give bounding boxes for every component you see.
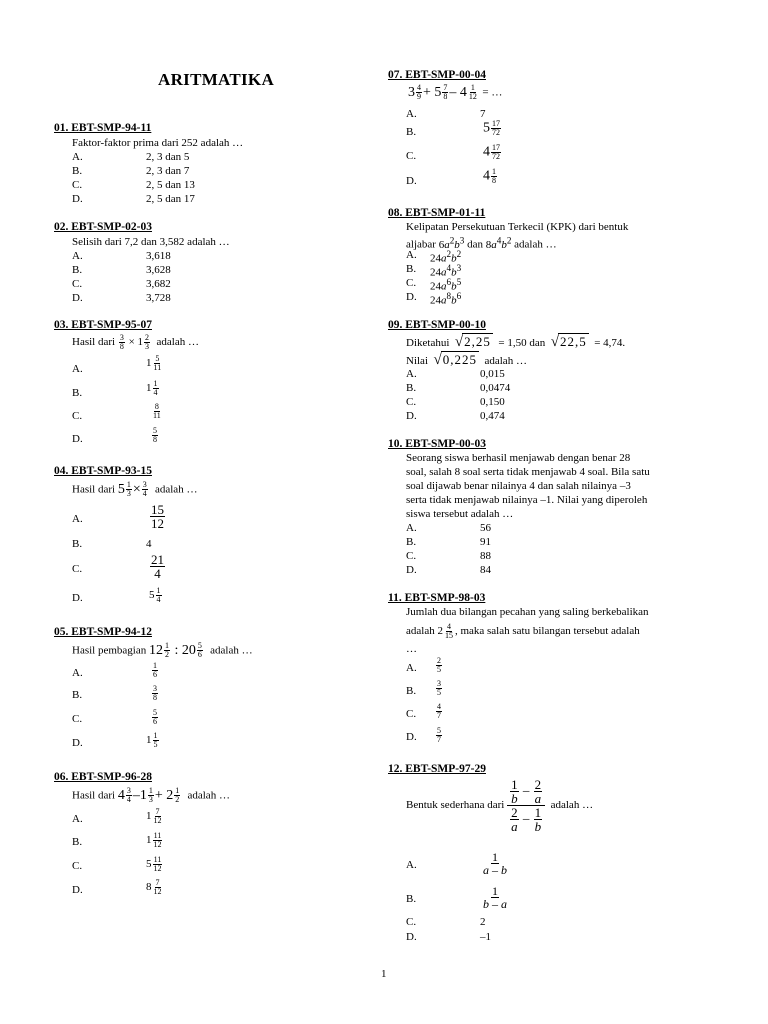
option-label: B. xyxy=(406,536,417,548)
question-text: adalah … xyxy=(156,336,199,349)
question-02-heading: 02. EBT-SMP-02-03 xyxy=(54,221,152,233)
option-value-math: 1 $\frac{5}{11}$ xyxy=(146,354,162,372)
question-10-text: soal, salah 8 soal serta tidak menjawab 4 soal. Bila satu xyxy=(406,466,650,478)
option-value: –1 xyxy=(480,931,491,943)
option-label: C. xyxy=(406,550,417,562)
option-label: A. xyxy=(72,250,83,262)
question-text: Hasil pembagian xyxy=(72,644,147,657)
option-label: B. xyxy=(72,836,83,848)
option-value-math: 1 $\frac{7}{12}$ xyxy=(146,807,162,825)
option-label: B. xyxy=(406,126,417,138)
option-label: D. xyxy=(406,931,417,943)
page-title: ARITMATIKA xyxy=(158,70,275,89)
option-label: A. xyxy=(406,662,417,674)
option-label: C. xyxy=(72,278,83,290)
question-10-text: siswa tersebut adalah … xyxy=(406,508,514,520)
question-text: Hasil dari xyxy=(72,336,116,349)
question-07-text xyxy=(408,84,502,101)
option-value: 3,618 xyxy=(146,250,171,262)
option-label: A. xyxy=(406,249,417,261)
option-value-math: $\frac{2}{5}$ xyxy=(437,656,441,674)
option-label: C. xyxy=(406,708,417,720)
question-09-text xyxy=(406,351,527,369)
option-value-math: 1 $\frac{1}{5}$ xyxy=(146,731,158,749)
option-value: 91 xyxy=(480,536,491,548)
option-value-math: $\frac{3}{5}$ xyxy=(437,679,441,697)
option-value: 3,728 xyxy=(146,292,171,304)
question-text: adalah … xyxy=(187,789,230,802)
option-label: A. xyxy=(406,522,417,534)
question-text: Nilai xyxy=(406,355,428,367)
question-text: dan xyxy=(467,238,483,251)
option-label: A. xyxy=(72,667,83,679)
option-value: 2, 5 dan 17 xyxy=(146,193,195,205)
math-expression: $\frac{1}{b}$ – $\frac{2}{a}$ $\frac{2}{a}$ – $\frac{1}{b}$ xyxy=(507,778,545,833)
question-11-text: Jumlah dua bilangan pecahan yang saling berkebalikan xyxy=(406,606,649,618)
question-10-text: serta tidak menjawab nilainya –1. Nilai yang diperoleh xyxy=(406,494,648,506)
question-11-text: … xyxy=(406,643,417,655)
option-value: 7 xyxy=(480,108,486,120)
option-label: C. xyxy=(72,563,83,575)
question-text: adalah … xyxy=(484,355,527,367)
question-04-text xyxy=(72,481,197,498)
option-label: A. xyxy=(72,151,83,163)
option-value-math: $\frac{1}{6}$ xyxy=(153,661,157,679)
option-label: D. xyxy=(406,731,417,743)
option-value-math: $\frac{3}{8}$ xyxy=(153,684,157,702)
option-value-math: $\frac{5}{7}$ xyxy=(437,726,441,744)
option-value: 2, 3 dan 5 xyxy=(146,151,190,163)
question-text: adalah … xyxy=(154,483,198,496)
option-value: 0,0474 xyxy=(480,382,511,394)
question-text: = … xyxy=(482,86,503,99)
option-label: B. xyxy=(406,382,417,394)
question-02-text: Selisih dari 7,2 dan 3,582 adalah … xyxy=(72,236,230,248)
option-label: C. xyxy=(406,396,417,408)
option-label: C. xyxy=(406,150,417,162)
option-label: D. xyxy=(72,592,83,604)
option-label: C. xyxy=(72,410,83,422)
sqrt-icon: √ xyxy=(433,352,442,368)
question-06-heading: 06. EBT-SMP-96-28 xyxy=(54,771,152,783)
sqrt-icon: √ xyxy=(454,334,464,350)
option-label: B. xyxy=(406,685,417,697)
option-label: A. xyxy=(406,368,417,380)
question-text: adalah 2 xyxy=(406,625,443,638)
option-value-math: $\frac{1}{b - a}$ xyxy=(483,884,507,911)
question-10-text: soal dijawab benar nilainya 4 dan salah nilainya –3 xyxy=(406,480,631,492)
option-label: A. xyxy=(406,859,417,871)
question-text: aljabar xyxy=(406,238,436,251)
math-expression: 4 $\frac{3}{4}$ –1 $\frac{1}{3}$ + 2 $\frac{1}{2}$ xyxy=(117,786,180,804)
option-value-math: 5 $\frac{17}{72}$ xyxy=(483,119,500,137)
option-value-math: 5 $\frac{1}{4}$ xyxy=(149,586,161,604)
question-10-text: Seorang siswa berhasil menjawab dengan benar 28 xyxy=(406,452,631,464)
option-value: 2 xyxy=(480,916,486,928)
option-value: 56 xyxy=(480,522,491,534)
question-text: adalah … xyxy=(210,644,253,657)
question-12-heading: 12. EBT-SMP-97-29 xyxy=(388,763,486,775)
option-value: 2, 5 dan 13 xyxy=(146,179,195,191)
option-label: B. xyxy=(406,893,417,905)
option-value: 88 xyxy=(480,550,491,562)
option-label: B. xyxy=(72,538,83,550)
question-04-heading: 04. EBT-SMP-93-15 xyxy=(54,465,152,477)
question-text: Diketahui xyxy=(406,337,450,349)
question-text: adalah … xyxy=(550,799,594,812)
radicand: 2,25 xyxy=(464,334,491,349)
option-label: D. xyxy=(406,291,417,303)
option-value-math: $24a^6b^5$ xyxy=(430,277,462,293)
question-text: = 1,50 dan xyxy=(498,337,546,349)
question-text: = 4,74. xyxy=(594,337,626,349)
option-label: C. xyxy=(406,916,417,928)
option-label: D. xyxy=(72,433,83,445)
question-08-heading: 08. EBT-SMP-01-11 xyxy=(388,207,486,219)
question-11-heading: 11. EBT-SMP-98-03 xyxy=(388,592,486,604)
sqrt-icon: √ xyxy=(550,334,559,350)
option-label: B. xyxy=(72,264,83,276)
question-text: Bentuk sederhana dari xyxy=(406,799,505,812)
option-value-math: $24a^4b^3$ xyxy=(430,263,462,279)
option-label: A. xyxy=(72,513,83,525)
question-01-text: Faktor-faktor prima dari 252 adalah … xyxy=(72,137,244,149)
radicand: 0,225 xyxy=(442,352,477,367)
question-01-heading: 01. EBT-SMP-94-11 xyxy=(54,122,152,134)
question-text: Hasil dari xyxy=(72,789,116,802)
option-value-math: $\frac{21}{4}$ xyxy=(151,552,164,581)
option-label: C. xyxy=(72,713,83,725)
option-value: 0,474 xyxy=(480,410,505,422)
option-value: 0,015 xyxy=(480,368,505,380)
question-05-heading: 05. EBT-SMP-94-12 xyxy=(54,626,152,638)
option-label: C. xyxy=(72,860,83,872)
question-11-text xyxy=(406,623,640,640)
question-05-text xyxy=(72,642,253,659)
option-value: 3,628 xyxy=(146,264,171,276)
option-label: B. xyxy=(72,387,83,399)
option-value-math: $\frac{4}{7}$ xyxy=(437,702,441,720)
option-value-math: $\frac{8}{11}$ xyxy=(153,402,161,420)
math-expression: $8a^4b^2$ xyxy=(485,235,512,251)
option-label: C. xyxy=(72,179,83,191)
question-text: adalah … xyxy=(514,238,557,251)
math-expression: $\frac{4}{15}$ xyxy=(444,622,453,640)
math-expression: $6a^2b^3$ xyxy=(438,235,465,251)
option-label: A. xyxy=(406,108,417,120)
math-expression: $\frac{3}{8}$ × 1 $\frac{2}{3}$ xyxy=(119,333,150,351)
option-value-math: 1 $\frac{11}{12}$ xyxy=(146,831,162,849)
option-value-math: 8 $\frac{7}{12}$ xyxy=(146,878,162,896)
question-text: Hasil dari xyxy=(72,483,116,496)
option-value-math: 5 $\frac{11}{12}$ xyxy=(146,855,162,873)
option-label: D. xyxy=(72,292,83,304)
option-label: D. xyxy=(72,737,83,749)
option-value-math: $24a^8b^6$ xyxy=(430,291,462,307)
option-value-math: $\frac{15}{12}$ xyxy=(151,502,164,531)
option-label: D. xyxy=(72,193,83,205)
option-value: 3,682 xyxy=(146,278,171,290)
question-09-heading: 09. EBT-SMP-00-10 xyxy=(388,319,486,331)
math-expression: 12 $\frac{1}{2}$ : 20 $\frac{5}{6}$ xyxy=(148,641,202,659)
option-label: A. xyxy=(72,813,83,825)
question-03-text xyxy=(72,334,199,351)
option-label: B. xyxy=(72,165,83,177)
option-label: D. xyxy=(406,410,417,422)
question-08-text xyxy=(406,235,557,251)
option-value: 4 xyxy=(146,538,152,550)
math-expression: 5 $\frac{1}{3}$ × $\frac{3}{4}$ xyxy=(117,480,147,498)
option-value-math: $\frac{5}{8}$ xyxy=(153,426,157,444)
question-text: , maka salah satu bilangan tersebut adalah xyxy=(454,625,640,638)
option-value: 84 xyxy=(480,564,491,576)
option-value-math: 4 $\frac{17}{72}$ xyxy=(483,143,500,161)
math-expression: 3 $\frac{4}{9}$ + 5 $\frac{7}{8}$ – 4 $\frac{1}{12}$ xyxy=(408,83,477,101)
option-value-math: 1 $\frac{1}{4}$ xyxy=(146,379,158,397)
question-07-heading: 07. EBT-SMP-00-04 xyxy=(388,69,486,81)
option-value: 0,150 xyxy=(480,396,505,408)
question-10-heading: 10. EBT-SMP-00-03 xyxy=(388,438,486,450)
option-value: 2, 3 dan 7 xyxy=(146,165,190,177)
option-label: D. xyxy=(406,175,417,187)
option-label: B. xyxy=(406,263,417,275)
option-label: B. xyxy=(72,689,83,701)
page-number: 1 xyxy=(381,968,387,980)
option-value-math: $24a^2b^2$ xyxy=(430,249,462,265)
option-label: C. xyxy=(406,277,417,289)
question-03-heading: 03. EBT-SMP-95-07 xyxy=(54,319,152,331)
option-label: D. xyxy=(72,884,83,896)
option-value-math: $\frac{1}{a - b}$ xyxy=(483,850,507,877)
question-09-text xyxy=(406,333,625,351)
option-label: A. xyxy=(72,363,83,375)
question-12-text xyxy=(406,778,593,833)
option-value-math: $\frac{5}{6}$ xyxy=(153,708,157,726)
option-label: D. xyxy=(406,564,417,576)
option-value-math: 4 $\frac{1}{8}$ xyxy=(483,167,496,185)
radicand: 22,5 xyxy=(559,334,587,349)
question-08-text: Kelipatan Persekutuan Terkecil (KPK) dari bentuk xyxy=(406,221,629,233)
question-06-text xyxy=(72,787,230,804)
